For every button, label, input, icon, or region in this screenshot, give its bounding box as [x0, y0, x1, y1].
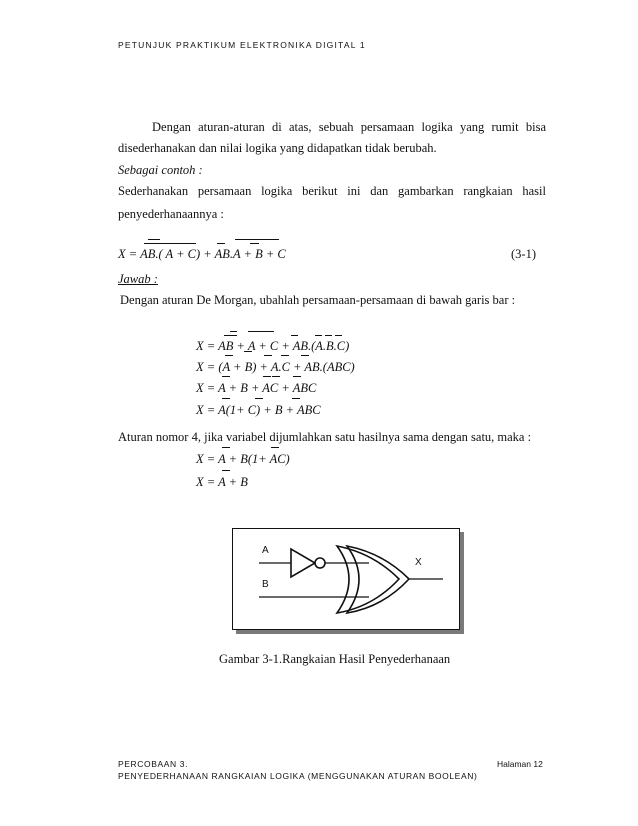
equation-number: (3-1) [511, 247, 536, 261]
overbar [281, 355, 289, 356]
task-line: penyederhanaannya : [118, 207, 224, 221]
overbar [144, 243, 196, 244]
overbar [250, 243, 259, 244]
inversion-bubble-icon [315, 558, 325, 568]
overbar [222, 447, 230, 448]
overbar [292, 398, 300, 399]
input-label-b: B [262, 579, 269, 590]
overbar [325, 335, 332, 336]
overbar [293, 376, 301, 377]
output-label-x: X [415, 557, 422, 568]
footer-experiment: PERCOBAAN 3. [118, 759, 189, 769]
figure-caption: Gambar 3-1.Rangkaian Hasil Penyederhanaan [219, 652, 451, 666]
overbar [272, 376, 280, 377]
footer-title: PENYEDERHANAAN RANGKAIAN LOGIKA (MENGGUNAKAN ATURAN BOOLEAN) [118, 771, 478, 781]
overbar [255, 398, 263, 399]
not-gate-icon [291, 549, 315, 577]
demorgan-intro: Dengan aturan De Morgan, ubahlah persamaan-persamaan di bawah garis bar : [120, 293, 516, 307]
final-equation: X = A + B [196, 475, 248, 489]
footer-page-number: Halaman 12 [497, 759, 543, 769]
answer-heading: Jawab : [118, 272, 158, 286]
overbar [148, 239, 160, 240]
overbar [315, 335, 322, 336]
overbar [244, 351, 252, 352]
input-label-a: A [262, 545, 269, 556]
overbar [217, 243, 225, 244]
step-equation: X = (A + B) + A.C + AB.(ABC) [196, 360, 355, 374]
overbar [335, 335, 342, 336]
circuit-figure [232, 528, 460, 630]
paragraph-line: disederhanakan dan nilai logika yang didapatkan tidak berubah. [118, 141, 437, 155]
overbar [271, 447, 279, 448]
overbar [264, 355, 272, 356]
overbar [263, 376, 271, 377]
rule4-intro: Aturan nomor 4, jika variabel dijumlahkan satu hasilnya sama dengan satu, maka : [118, 430, 532, 444]
running-header: PETUNJUK PRAKTIKUM ELEKTRONIKA DIGITAL 1 [118, 40, 366, 50]
overbar [222, 398, 230, 399]
step-equation: X = A(1+ C) + B + ABC [196, 403, 321, 417]
overbar [235, 239, 279, 240]
overbar [222, 470, 230, 471]
or-gate-icon [347, 546, 409, 613]
task-line: Sederhanakan persamaan logika berikut ini dan gambarkan rangkaian hasil [118, 184, 546, 198]
overbar [225, 355, 233, 356]
overbar [224, 335, 237, 336]
equation-main: X = AB.( A + C) + AB.A + B + C [118, 247, 286, 261]
overbar [222, 376, 230, 377]
or-gate-icon [337, 546, 399, 613]
overbar [230, 331, 237, 332]
overbar [248, 331, 274, 332]
final-equation: X = A + B(1+ AC) [196, 452, 290, 466]
overbar [291, 335, 298, 336]
step-equation: X = A + B + AC + ABC [196, 381, 317, 395]
example-heading: Sebagai contoh : [118, 163, 203, 177]
step-equation: X = AB + A + C + AB.(A.B.C) [196, 339, 350, 353]
overbar [301, 355, 309, 356]
paragraph-line: Dengan aturan-aturan di atas, sebuah persamaan logika yang rumit bisa [152, 120, 546, 134]
